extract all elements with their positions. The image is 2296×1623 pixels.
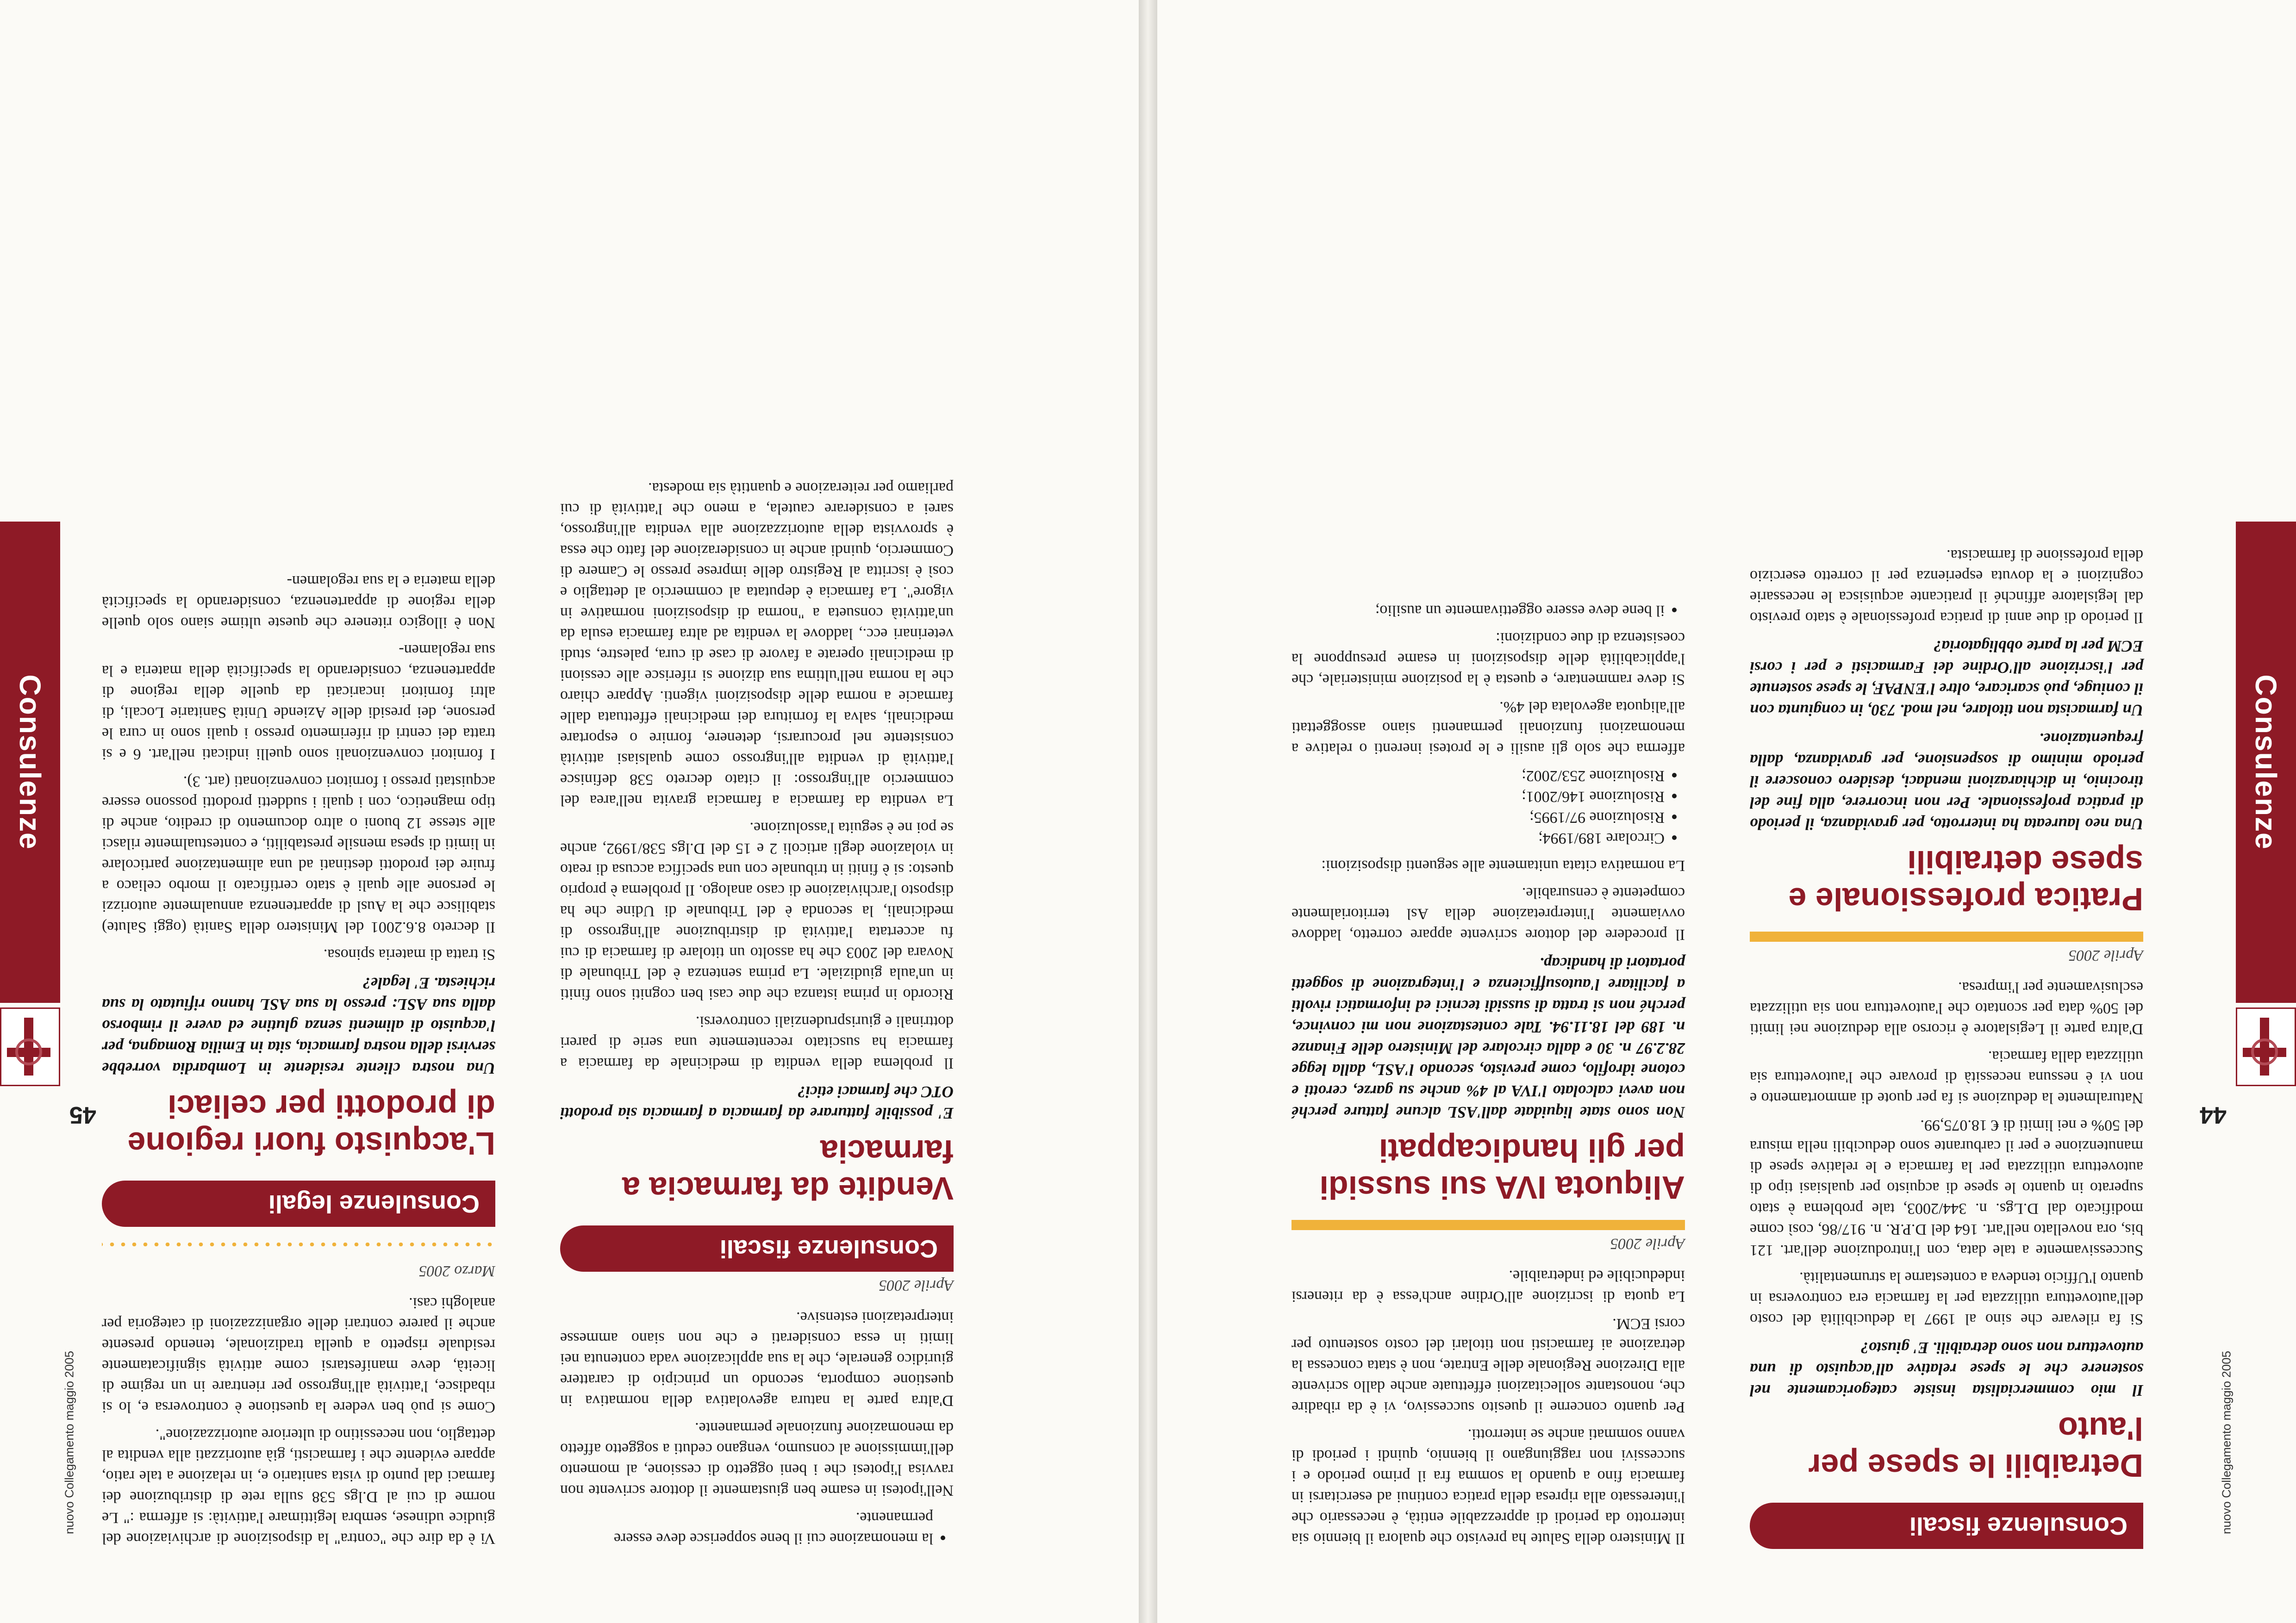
- consulenze-tab: Consulenze: [2236, 522, 2296, 1003]
- column-2: [1292, 594, 1685, 1549]
- paragraph: Si tratta di materia spinosa.: [323, 946, 495, 963]
- spine-gutter: [1139, 0, 1157, 1623]
- article-date: Aprile 2005: [879, 1277, 954, 1294]
- paragraph: Vi è da dire che "contra" la disposizione di archiviazione del giudice udinese, sembra legittimare l'attività: si afferma :" Le norme di cui al D.lgs 538 sulla rete di distribuzione dei farmaci dal punto di vista sanitario e, in relazione a tale ratio, appare evidente che i farmacisti, già autorizzati alla vendita al dettaglio, non necessitino di ulteriore autorizzazione".: [102, 1426, 495, 1547]
- list-item: • Circolare 189/1994;: [1292, 828, 1665, 849]
- cross-emblem-icon: [2236, 1007, 2296, 1086]
- page-number: 44: [2200, 1101, 2227, 1128]
- paragraph: Successivamente a tale data, con l'introduzione dell'art. 121 bis, ora novellato nell'art. 164 del D.P.R. n. 917/86, così come modificato dal D.Lgs. n. 344/2003, tale problema è stato superato in quanto le spese di acquisto per qualsiasi tipo di autovettura utilizzata per la farmacia e le relative spese di manutenzione e per il carburante sono deducibili nella misura del 50% e nei limiti di € 18.075,99.: [1750, 1117, 2143, 1259]
- paragraph: Il problema della vendita di medicinale da farmacia a farmacia ha suscitato recentemente una serie di pareri dottrinali e giurisprudenziali controversi.: [560, 1013, 954, 1072]
- paragraph: Naturalmente la deduzione si fa per quote di ammortamento e non vi è nessuna necessità di provare che l'autovettura sia utilizzata dalla farmacia.: [1750, 1048, 2143, 1107]
- paragraph: Il procedere del dottore scrivente appare corretto, laddove ovviamente l'interpretazione della Asl territorialmente competente è censurabile.: [1292, 884, 1685, 943]
- paragraph: La normativa citata unitamente alle seguenti disposizioni:: [1321, 857, 1685, 874]
- article-title: Pratica professionale e spese detraibili: [1788, 844, 2143, 917]
- article-title: Detraibili le spese per l'auto: [1808, 1411, 2143, 1484]
- article-title: Aliquota IVA sui sussidi per gli handicappati: [1319, 1132, 1685, 1206]
- list-item: • Risoluzione 146/2001;: [1292, 786, 1665, 807]
- list-item: • il bene deve essere oggettivamente un ausilio;: [1292, 600, 1665, 621]
- question: Una neo laureata ha interrotto, per gravidanza, il periodo di pratica professionale. Per non incorrere, alla fine del tirocinio, in dichiarazioni mendaci, desidero conoscere il periodo minimo di sospensione, per gravidanza, dalla frequentazione.: [1750, 730, 2143, 833]
- consulenze-tab: Consulenze: [0, 522, 60, 1003]
- section-bar: Consulenze legali: [102, 1181, 495, 1227]
- section-bar: Consulenze fiscali: [560, 1225, 954, 1272]
- paragraph: Non è illogico ritenere che queste ultime siano solo quelle della regione di appartenenza, considerando la specificità della materia e la sua regolamen-: [102, 572, 495, 631]
- running-head: nuovo Collegamento maggio 2005: [62, 1350, 76, 1535]
- column-1: [1750, 538, 2143, 1549]
- question: Un farmacista non titolare, nel mod. 730, in congiunta con il coniuge, può scaricare, oltre l'ENPAF, le spese sostenute per l'iscrizione all'Ordine dei Farmacisti e per i corsi ECM per la parte obbligatoria?: [1750, 637, 2143, 719]
- paragraph: La vendita da farmacia a farmacia gravita nell'area del commercio all'ingrosso: il citato decreto 538 definisce l'attività di vendita all'ingrosso come qualsiasi attività consistente nel procurarsi, detenere, fornire o esportare medicinali, salva la fornitura dei medicinali effettuata dalle farmacie a norma delle disposizioni vigenti. Appare chiaro che la norma nell'ultima sua dizione si riferisce alle cessioni di medicinali operate a favore di case di cura, palestre, studi veterinari ecc., laddove la vendita ad altra farmacia esula da un'attività consueta a "norma di disposizioni normative in vigore". La farmacia è deputata al commercio al dettaglio e così è iscritta al Registro delle imprese presso le Camere di Commercio, quindi anche in considerazione del fatto che essa è sprovvista della autorizzazione alla vendita all'ingrosso, sarei a considerare cautela, a meno che l'attività di cui parliamo per reiterazione e quantità sia modesta.: [560, 479, 954, 809]
- paragraph: Per quanto concerne il quesito successivo, vi è da ribadire che, nonostante sollecitazioni effettuate anche dallo scrivente alla Direzione Regionale delle Entrate, non è stata concessa la detrazione ai farmacisti non titolari del costo sostenuto per corsi ECM.: [1292, 1315, 1685, 1416]
- paragraph: Il periodo di due anni di pratica professionale è stato previsto dal legislatore affinché il praticante acquisisca le necessarie cognizioni e la dovuta esperienza per il corretto esercizio della professione di farmacista.: [1750, 547, 2143, 626]
- question: Il mio commercialista insiste categoricamente nel sostenere che le spese relative all'acquisto di una autovettura non sono detraibili. E' giusto?: [1750, 1339, 2143, 1399]
- article-title: Vendite da farmacia a farmacia: [622, 1133, 954, 1206]
- list-item: • Risoluzione 97/1995;: [1292, 807, 1665, 828]
- paragraph: Si deve rammentare, e questa è la posizione ministeriale, che l'applicabilità delle disposizioni in esame presuppone la coesistenza di due condizioni:: [1292, 629, 1685, 688]
- paragraph: afferma che solo gli ausili e le protesi inerenti o relative a menomazioni funzionali permanenti siano assoggettati all'aliquota agevolata del 4%.: [1292, 698, 1685, 757]
- paragraph: La quota di iscrizione all'Ordine anch'essa è da ritenersi indeducibile ed indetraibile.: [1292, 1267, 1685, 1305]
- dotted-rule: [102, 1243, 495, 1246]
- condition-list: [560, 1507, 954, 1549]
- article-date: Aprile 2005: [1610, 1235, 1685, 1252]
- question: Non sono state liquidate dall'ASL alcune fatture perché non avevi calcolato l'IVA al 4% anche su garze, cerotti e cotone idrofilo, come previsto, secondo l'ASL, dalla legge 28.2.97 n. 30 e dalla circolare del Ministero delle Finanze n. 189 del 18.11.94. Tale contestazione non mi convince, perché non si tratta di sussidi tecnici ed informatici rivolti a facilitare l'autosufficienza e l'integrazione di soggetti portatori di handicap.: [1292, 954, 1685, 1121]
- paragraph: D'altra parte la natura agevolativa della normativa in questione comporta, secondo un principio di carattere giuridico generale, che la sua applicazione vada contenuta nei limiti in essa considerati e che non siano ammesse interpretazioni estensive.: [560, 1309, 954, 1409]
- page-number: 45: [69, 1101, 96, 1128]
- amber-rule: [1292, 1220, 1685, 1230]
- page-44: [1157, 0, 2296, 1623]
- paragraph: I fornitori convenzionali sono quelli indicati nell'art. 6 e si tratta dei centri di riferimento presso i quali sono in cura le persone, dei presidi delle Aziende Unità Sanitarie Locali, di altri fornitori incaricati da quelle della regione di appartenenza, considerando la specificità della materia e la sua regolamen-: [102, 641, 495, 763]
- paragraph: Nell'ipotesi in esame ben giustamente il dottore scrivente non ravvisa l'ipotesi che i beni oggetto di cessione, al momento dell'immissione al consumo, vengano ceduti a soggetto affetto da menomazione funzionale permanente.: [560, 1419, 954, 1499]
- article-date: Aprile 2005: [2068, 947, 2143, 964]
- question: Una nostra cliente residente in Lombardia vorrebbe servirsi della nostra farmacia, sita in Emilia Romagna, per l'acquisto di alimenti senza glutine ed avere il rimborso dalla sua ASL: presso la sua ASL hanno rifiutato la sua richiesta. E' legale?: [102, 974, 495, 1077]
- article-title: L'acquisto fuori regione di prodotti per celiaci: [127, 1088, 495, 1162]
- page-45: [0, 0, 1139, 1623]
- cross-emblem-icon: [0, 1007, 60, 1086]
- paragraph: Il decreto 8.6.2001 del Ministero della Sanità (oggi Salute) stabilisce che la Ausl di appartenenza annualmente autorizzi le persone alle quali è stato certificato il morbo celiaco a fruire dei prodotti destinati ad una alimentazione particolare in limiti di spesa mensile prestabiliti, e contestualmente rilasci alle stesse 12 buoni o altro documento di credito, anche di tipo magnetico, con i quali i suddetti prodotti possono essere acquistati presso i fornitori convenzionati (art. 3).: [102, 773, 495, 936]
- column-1: [560, 471, 954, 1549]
- running-head: nuovo Collegamento maggio 2005: [2219, 1350, 2234, 1535]
- article-date: Marzo 2005: [418, 1262, 495, 1280]
- condition-list: [1292, 600, 1685, 621]
- paragraph: Il Ministero della Salute ha previsto che qualora il biennio sia interrotto da periodi di apprezzabile entità, è necessario che l'interessato alla ripresa della pratica continui ad esercitarsi in farmacia fino a quando la somma fra il primo periodo e i successivi non raggiungano il biennio, quindi i periodi di vanno sommati anche se interrotti.: [1292, 1426, 1685, 1547]
- paragraph: Come si può ben vedere la questione è controversa e, lo si ribadisce, l'attività all'ingrosso per rientrare in un regime di liceità, deve manifestarsi come attività significatamente residuale rispetto a quella tradizionale, tenendo presente anche il parere contrari delle organizzazioni di categoria per analoghi casi.: [102, 1294, 495, 1416]
- reference-list: [1292, 765, 1685, 849]
- paragraph: Ricordo in prima istanza che due casi ben cogniti sono finiti in un'aula giudiziale. La prima sentenza è del Tribunale di Novara del 2003 che ha assolto un titolare di farmacia di cui fu accertata l'attività di distribuzione all'ingrosso di medicinali, la seconda è del Tribunale di Udine che ha disposto l'archiviazione di caso analogo. Il problema è proprio questo: si è finiti in tribunale con una specifica accusa di reato in violazione degli articoli 2 e 15 del D.lgs 538/1992, anche se poi ne è seguita l'assoluzione.: [560, 819, 954, 1003]
- paragraph: D'altra parte il Legislatore è ricorso alla deduzione nei limiti del 50% data per scontato che l'autovettura non sia utilizzata esclusivamente per l'impresa.: [1750, 979, 2143, 1038]
- question: E' possibile fatturare da farmacia a farmacia sia prodotti OTC che farmaci etici?: [560, 1083, 954, 1122]
- column-2: [102, 564, 495, 1549]
- list-item: • la menomazione cui il bene sopperisce deve essere permanente.: [560, 1507, 933, 1549]
- paragraph: Si fa rilevare che sino al 1997 la deducibilità del costo dell'autovettura utilizzata per la farmacia era controversa in quanto l'Ufficio tendeva a contestarne la strumentalità.: [1750, 1269, 2143, 1328]
- section-bar: Consulenze fiscali: [1750, 1503, 2143, 1549]
- list-item: • Risoluzione 253/2002;: [1292, 765, 1665, 786]
- amber-rule: [1750, 932, 2143, 942]
